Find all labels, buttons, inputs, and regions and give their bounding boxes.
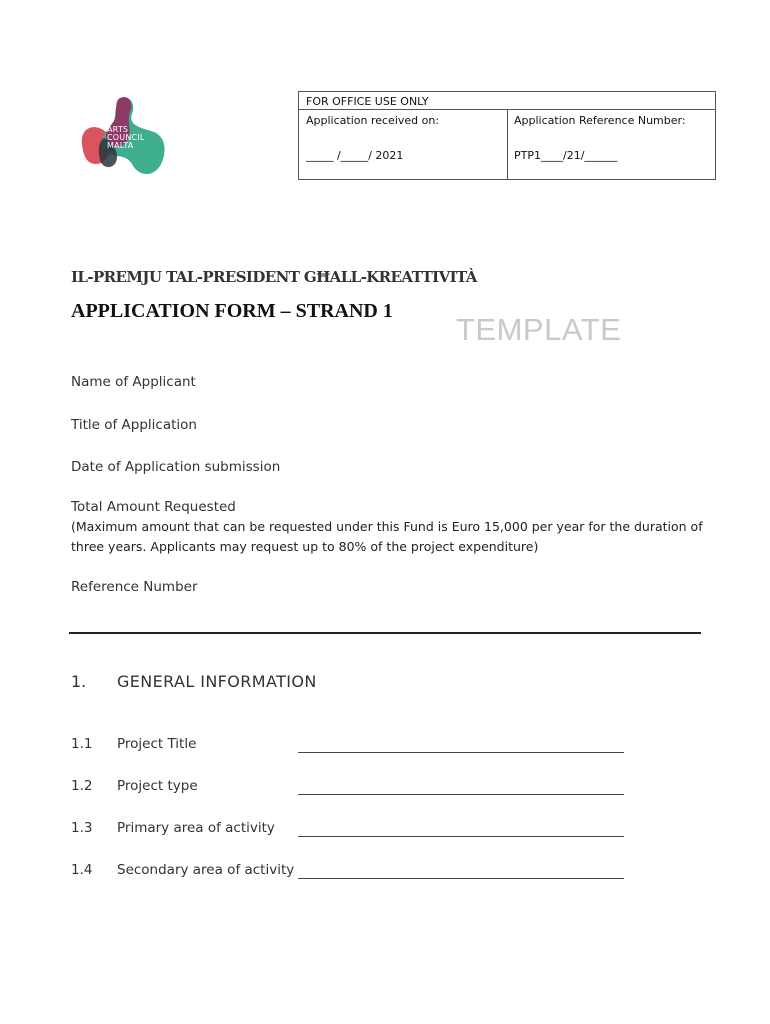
primary-area-input-line[interactable]: [298, 836, 624, 837]
office-column-divider: [507, 109, 508, 180]
received-label: Application received on:: [306, 114, 440, 127]
item-label-primary-area: Primary area of activity: [117, 820, 275, 836]
prize-title: IL-PREMJU TAL-PRESIDENT GĦALL-KREATTIVITÀ: [71, 268, 477, 286]
logo-text: [107, 126, 145, 150]
secondary-area-input-line[interactable]: [298, 878, 624, 879]
item-label-project-type: Project type: [117, 778, 198, 794]
section-number: 1.: [71, 672, 87, 691]
item-label-project-title: Project Title: [117, 736, 197, 752]
item-label-secondary-area: Secondary area of activity: [117, 862, 295, 878]
received-value-field[interactable]: _____ /_____/ 2021: [306, 149, 404, 162]
logo-line-3: MALTA: [107, 141, 134, 150]
logo-line-1: ARTS: [107, 125, 129, 134]
project-title-input-line[interactable]: [298, 752, 624, 753]
field-total-amount: Total Amount Requested: [71, 499, 236, 515]
field-reference-number: Reference Number: [71, 579, 198, 595]
field-name-of-applicant: Name of Applicant: [71, 374, 196, 390]
field-date-of-submission: Date of Application submission: [71, 459, 281, 475]
reference-label: Application Reference Number:: [514, 114, 686, 127]
item-number: 1.2: [71, 778, 93, 794]
section-divider: [69, 632, 701, 634]
item-number: 1.3: [71, 820, 93, 836]
item-number: 1.4: [71, 862, 93, 878]
form-title: APPLICATION FORM – STRAND 1: [71, 300, 393, 322]
office-use-box: [298, 91, 716, 180]
amount-note: (Maximum amount that can be requested under this Fund is Euro 15,000 per year for the duration of three years. Applicants may request up to 80% of the project expenditure): [71, 519, 703, 554]
item-number: 1.1: [71, 736, 93, 752]
project-type-input-line[interactable]: [298, 794, 624, 795]
field-title-of-application: Title of Application: [71, 417, 197, 433]
section-title: GENERAL INFORMATION: [117, 672, 317, 691]
template-watermark: TEMPLATE: [456, 312, 622, 347]
reference-value-field[interactable]: PTP1____/21/______: [514, 149, 618, 162]
logo-line-2: COUNCIL: [107, 133, 145, 142]
office-use-heading: FOR OFFICE USE ONLY: [306, 95, 429, 108]
